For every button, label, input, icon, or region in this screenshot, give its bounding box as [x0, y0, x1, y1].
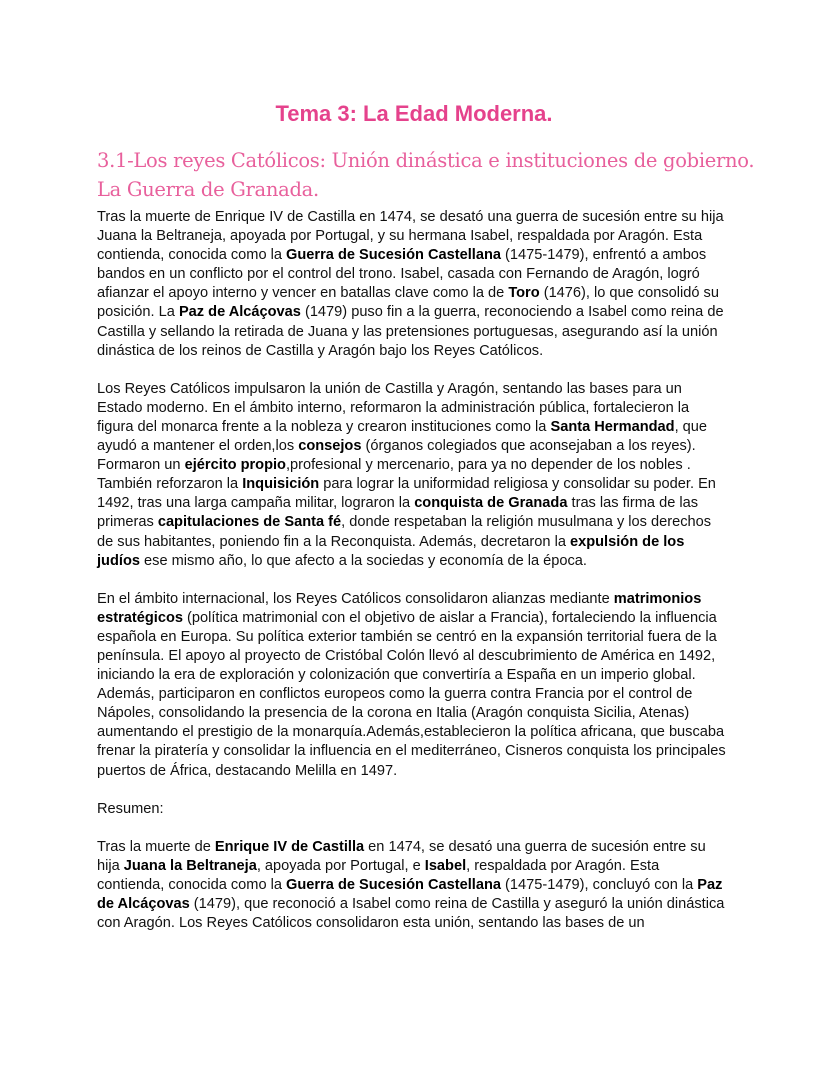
text-run: Tras la muerte de	[97, 838, 215, 855]
bold-term: capitulaciones de Santa fé	[157, 514, 342, 531]
bold-term: Paz de Alcáçovas	[97, 876, 723, 912]
text-run: (política matrimonial con el objetivo de aislar a Francia), fortaleciendo la influencia española en Europa. Su política exterior también se centró en la expansión territorial fuera de la península. El apoyo al proyecto de Cristóbal Colón llevó al descubrimiento de América en 1492, iniciando la era de exploración y colonización que convertiría a España en un imperio global. Además, participaron en conflictos europeos como la guerra contra Francia por el control de Nápoles, consolidando la presencia de la corona en Italia (Aragón conquista Sicilia, Atenas) aumentando el prestigio de la monarquía.Además,establecieron la política africana, que buscaba frenar la piratería y consolidar la influencia en el mediterráneo, Cisneros conquista los principales puertos de África, destacando Melilla en 1497.	[97, 609, 726, 779]
bold-term: ejército propio	[184, 457, 286, 474]
text-run: (1476), lo que consolidó su posición. La	[97, 285, 719, 321]
text-run: (órganos colegiados que aconsejaban a los reyes). Formaron un	[97, 438, 696, 474]
text-run: En el ámbito internacional, los Reyes Católicos consolidaron alianzas mediante	[97, 590, 614, 607]
text-run: Los Reyes Católicos impulsaron la unión de Castilla y Aragón, sentando las bases para un Estado moderno. En el ámbito interno, reformaron la administración pública, fortalecieron la figura del monarca frente a la nobleza y crearon instituciones como la	[97, 380, 690, 435]
text-run: ese mismo año, lo que afecto a la sociedas y economía de la época.	[139, 552, 587, 569]
bold-term: consejos	[298, 438, 362, 455]
text-run: (1475-1479), concluyó con la	[500, 876, 698, 893]
bold-term: Guerra de Sucesión Castellana	[286, 247, 501, 264]
text-run: , donde respetaban la religión musulmana y los derechos de sus habitantes, poniendo fin a la Reconquista. Además, decretaron la	[97, 514, 712, 550]
text-run: ,profesional y mercenario, para ya no depender de los nobles . También reforzaron la	[97, 457, 691, 493]
bold-term: Guerra de Sucesión Castellana	[286, 876, 501, 893]
paragraph	[97, 590, 727, 781]
bold-term: matrimonios estratégicos	[97, 590, 702, 626]
document-title: Tema 3: La Edad Moderna.	[275, 101, 553, 126]
bold-term: expulsión de los judíos	[97, 533, 685, 569]
document-body	[97, 208, 727, 952]
bold-term: Toro	[508, 285, 540, 302]
text-run: Resumen:	[97, 800, 164, 817]
paragraph	[97, 208, 727, 361]
text-run: (1479), que reconoció a Isabel como reina de Castilla y aseguró la unión dinástica con Aragón. Los Reyes Católicos consolidaron esta unión, sentando las bases de un	[97, 896, 725, 932]
text-run: (1479) puso fin a la guerra, reconociendo a Isabel como reina de Castilla y sellando la retirada de Juana y las pretensiones portuguesas, asegurando así la unión dinástica de los reinos de Castilla y Aragón bajo los Reyes Católicos.	[97, 304, 724, 359]
bold-term: Enrique IV de Castilla	[214, 838, 365, 855]
text-run: en 1474, se desató una guerra de sucesión entre su hija	[97, 838, 706, 874]
text-run: tras las firma de las primeras	[97, 495, 699, 531]
text-run: , apoyada por Portugal, e	[256, 857, 425, 874]
text-run: para lograr la uniformidad religiosa y consolidar su poder. En 1492, tras una larga campaña militar, lograron la	[97, 476, 716, 512]
bold-term: Isabel	[424, 857, 467, 874]
section-heading: 3.1-Los reyes Católicos: Unión dinástica e instituciones de gobierno. La Guerra de Granada.	[97, 149, 755, 201]
bold-term: Paz de Alcáçovas	[178, 304, 301, 321]
text-run: Tras la muerte de Enrique IV de Castilla en 1474, se desató una guerra de sucesión entre su hija Juana la Beltraneja, apoyada por Portugal, y su hermana Isabel, respaldada por Aragón. Esta contienda, conocida como la	[97, 209, 724, 264]
text-run: , respaldada por Aragón. Esta contienda, conocida como la	[97, 857, 660, 893]
text-run: , que ayudó a mantener el orden,los	[97, 418, 708, 455]
bold-term: Inquisición	[242, 476, 320, 493]
paragraph	[97, 380, 727, 571]
bold-term: Juana la Beltraneja	[123, 857, 257, 874]
text-run: (1475-1479), enfrentó a ambos bandos en un conflicto por el control del trono. Isabel, casada con Fernando de Aragón, logró afianzar el apoyo interno y vencer en batallas clave como la de	[97, 247, 707, 302]
paragraph	[97, 838, 727, 933]
bold-term: conquista de Granada	[414, 495, 568, 512]
bold-term: Santa Hermandad	[550, 418, 675, 435]
summary-label	[97, 800, 727, 819]
